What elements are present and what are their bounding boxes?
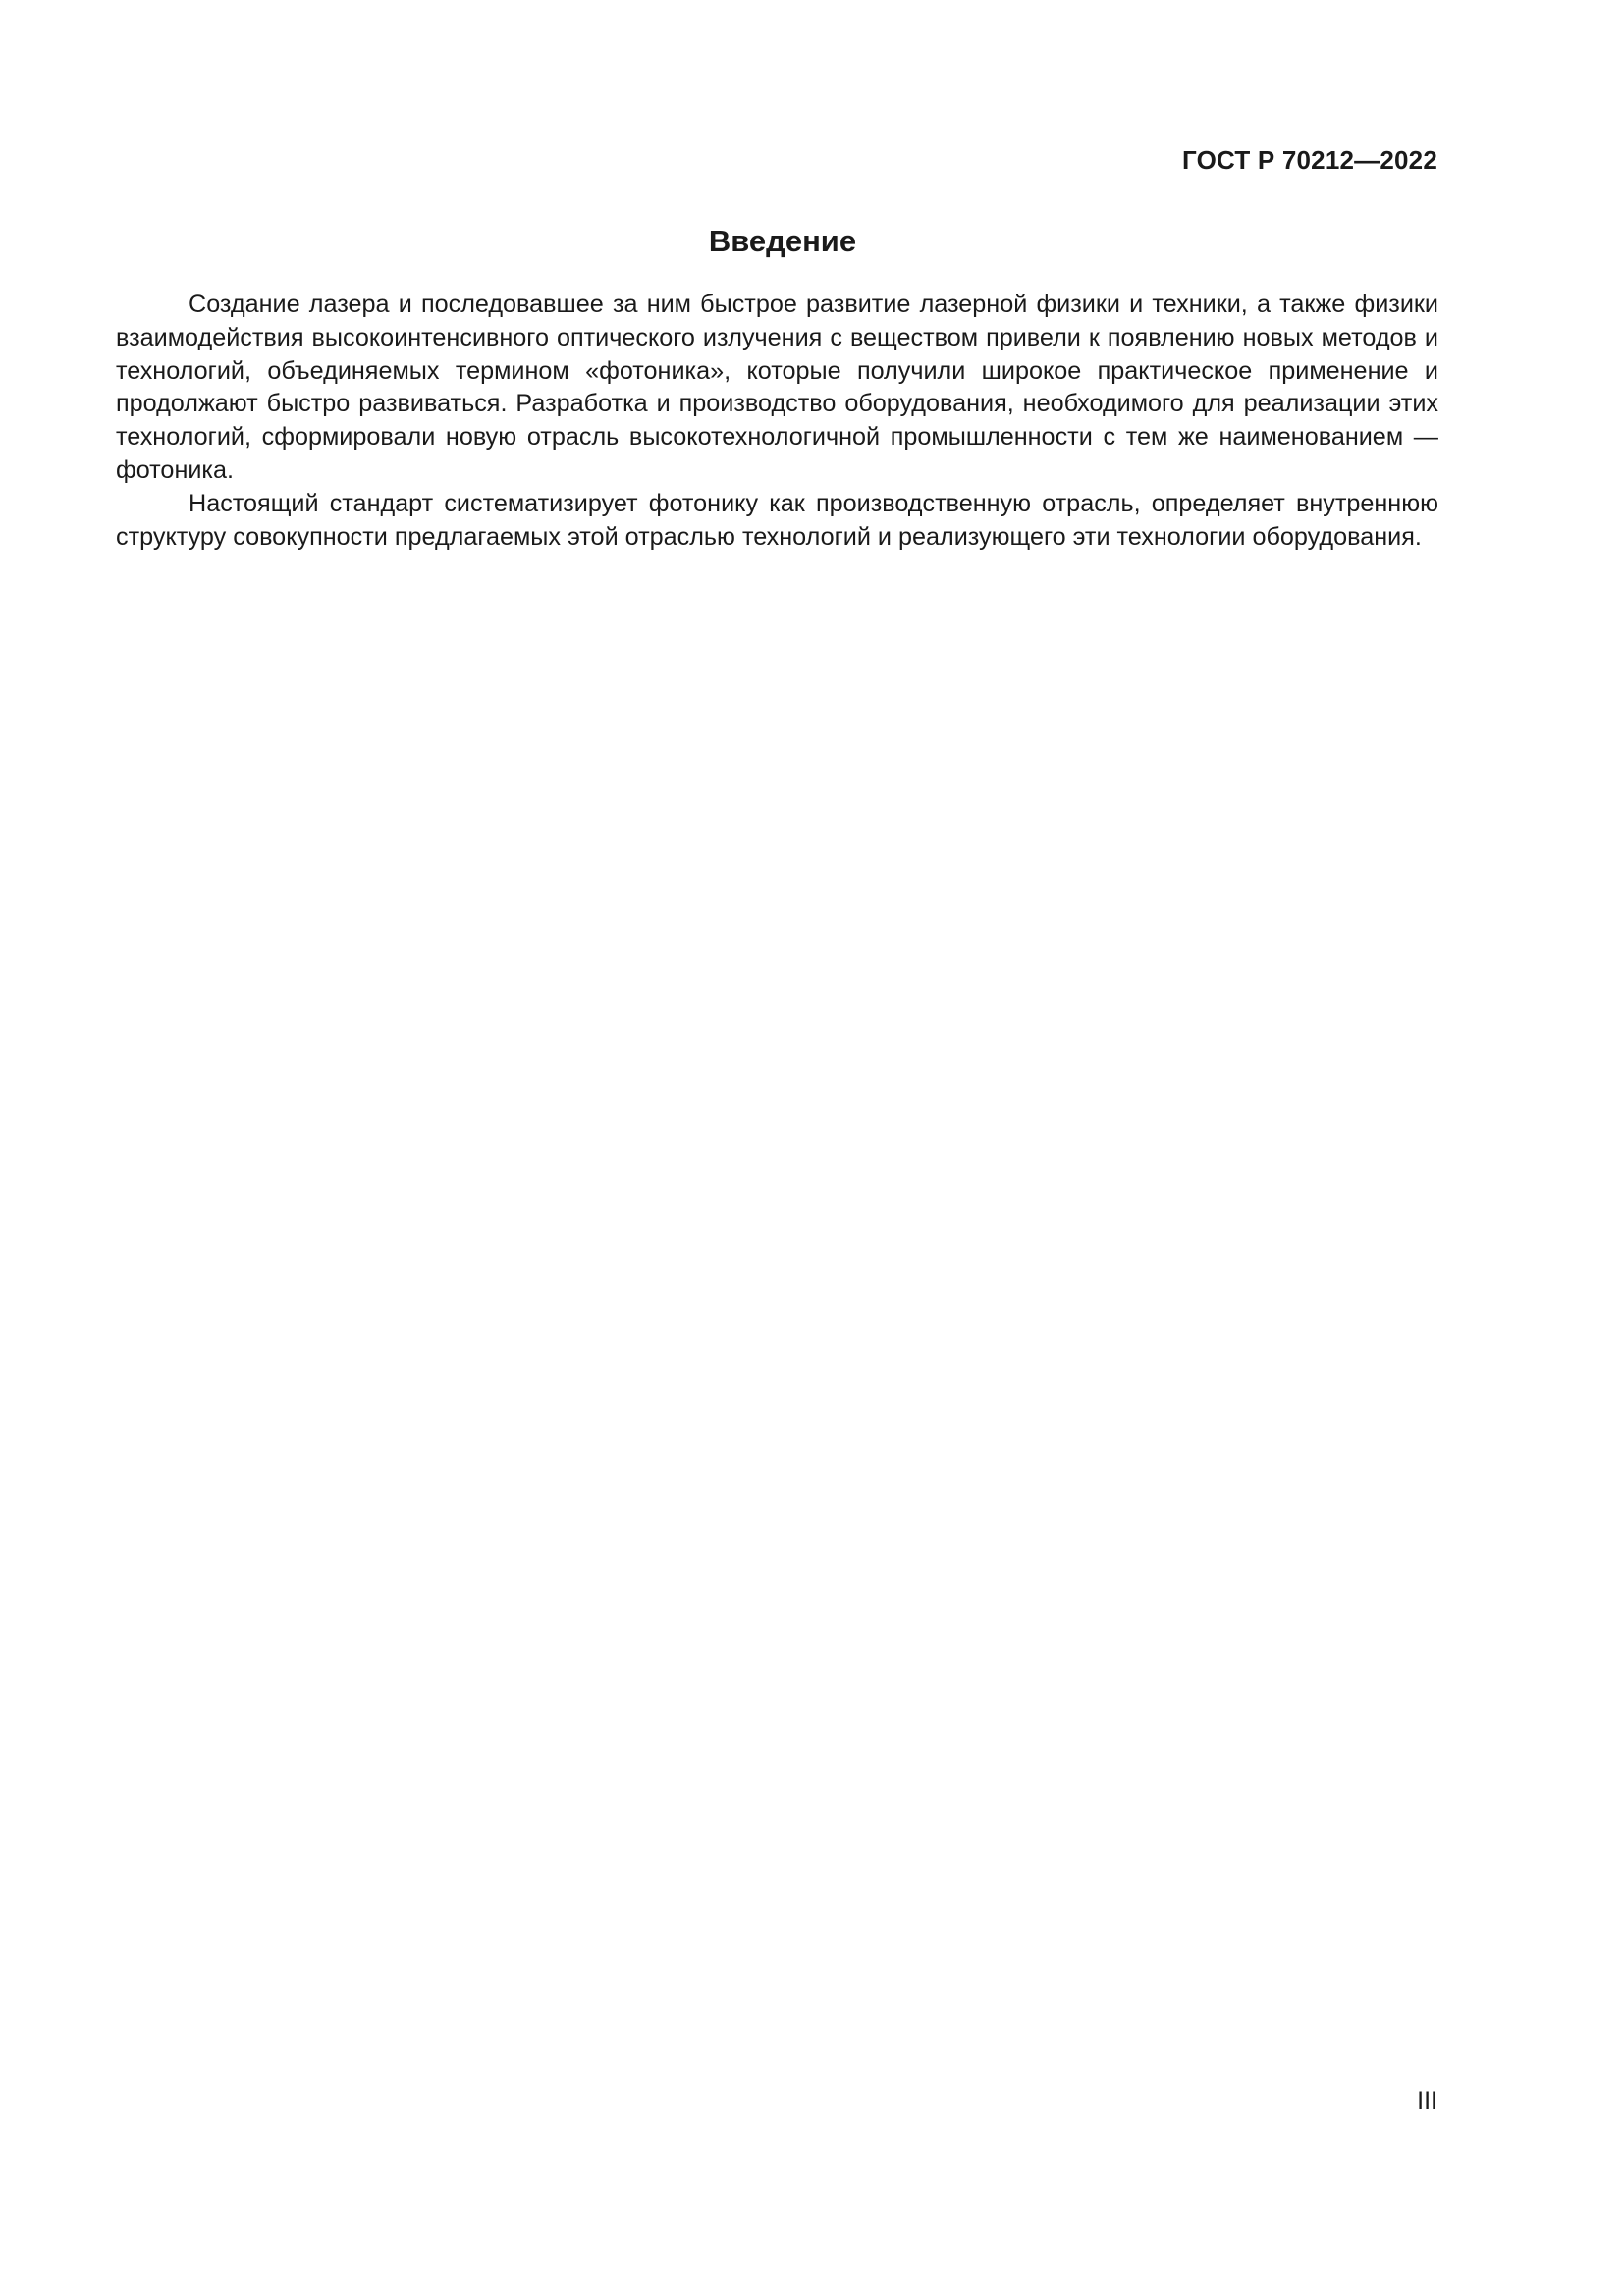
document-code-header: ГОСТ Р 70212—2022	[1182, 145, 1437, 175]
paragraph: Настоящий стандарт систематизирует фотонику как производственную отрасль, определяет внутреннюю структуру совокупности предлагаемых этой отраслью технологий и реализующего эти технологии оборудования.	[116, 489, 1438, 551]
page-number: III	[1417, 2087, 1437, 2114]
section-body	[116, 289, 1438, 554]
section-title: Введение	[708, 224, 857, 258]
paragraph: Создание лазера и последовавшее за ним быстрое развитие лазерной физики и техники, а также физики взаимодействия высокоинтенсивного оптического излучения с веществом привели к появлению новых методов и технологий, объединяемых термином «фотоника», которые получили широкое практическое применение и продолжают быстро развиваться. Разработка и производство оборудования, необходимого для реализации этих технологий, сформировали новую отрасль высокотехнологичной промышленности с тем же наименованием — фотоника.	[116, 291, 1438, 484]
